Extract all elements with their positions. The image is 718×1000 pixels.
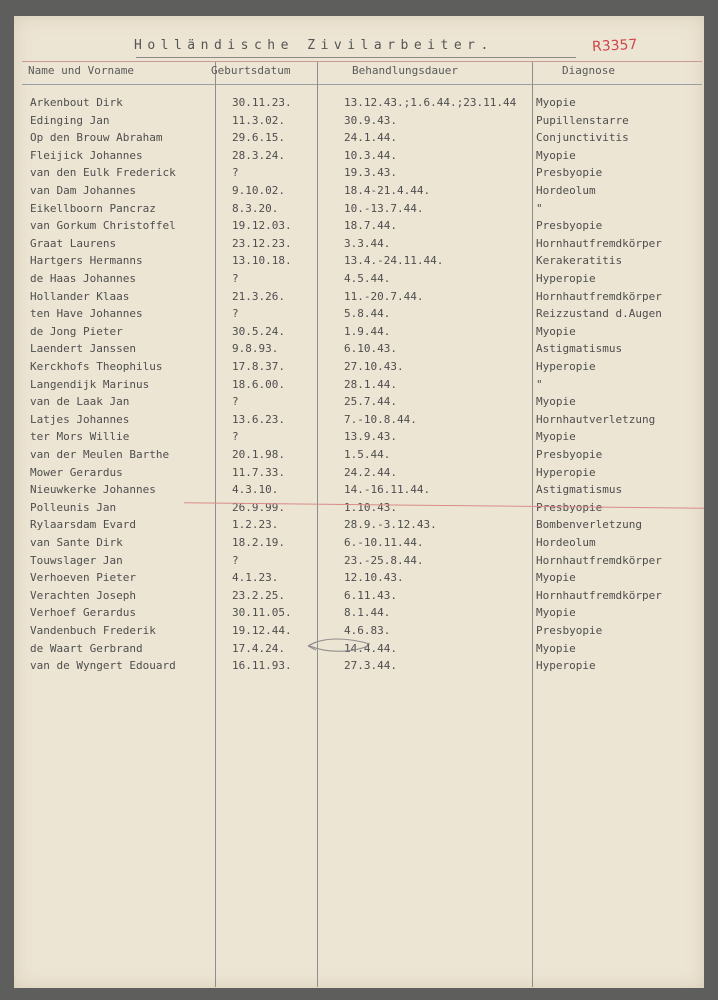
cell-diagnosis: Astigmatismus — [536, 483, 623, 497]
cell-diagnosis: Myopie — [536, 148, 576, 162]
cell-name: Latjes Johannes — [30, 412, 130, 426]
cell-diagnosis: " — [536, 201, 543, 215]
cell-duration: 6.10.43. — [344, 342, 397, 356]
cell-birthdate: ? — [232, 430, 239, 444]
cell-name: Graat Laurens — [30, 236, 117, 250]
cell-duration: 4.5.44. — [344, 272, 391, 285]
cell-name: ten Have Johannes — [30, 307, 143, 321]
cell-diagnosis: Presbyopie — [536, 219, 603, 233]
cell-diagnosis: Presbyopie — [536, 624, 603, 637]
cell-birthdate: 29.6.15. — [232, 131, 285, 145]
cell-duration: 6.11.43. — [344, 588, 397, 602]
document-sheet — [14, 16, 704, 988]
cell-birthdate: 17.8.37. — [232, 360, 285, 373]
cell-name: van Dam Johannes — [30, 184, 136, 197]
cell-name: Nieuwkerke Johannes — [30, 483, 156, 497]
cell-duration: 30.9.43. — [344, 113, 397, 127]
cell-diagnosis: Hyperopie — [536, 659, 596, 673]
table-row — [14, 448, 704, 465]
cell-diagnosis: Hyperopie — [536, 360, 596, 373]
column-header-diagnosis: Diagnose — [562, 64, 615, 77]
cell-name: Verachten Joseph — [30, 588, 136, 602]
table-row — [14, 202, 704, 219]
cell-diagnosis: Hordeolum — [536, 184, 596, 197]
cell-name: Hollander Klaas — [30, 289, 130, 303]
cell-name: de Haas Johannes — [30, 272, 136, 285]
cell-diagnosis: Hornhautfremdkörper — [536, 588, 662, 602]
cell-birthdate: 18.2.19. — [232, 536, 285, 549]
cell-birthdate: 16.11.93. — [232, 659, 292, 673]
table-row — [14, 307, 704, 324]
cell-diagnosis: Hordeolum — [536, 536, 596, 549]
table-row — [14, 395, 704, 412]
cell-diagnosis: Pupillenstarre — [536, 113, 629, 127]
header-bottom-rule — [22, 84, 702, 85]
cell-name: van de Laak Jan — [30, 395, 130, 409]
cell-birthdate: ? — [232, 272, 239, 285]
table-row — [14, 589, 704, 606]
cell-duration: 13.9.43. — [344, 430, 397, 444]
table-row — [14, 254, 704, 271]
cell-duration: 6.-10.11.44. — [344, 536, 424, 549]
cell-birthdate: 21.3.26. — [232, 289, 285, 303]
cell-diagnosis: " — [536, 377, 543, 391]
cell-birthdate: 13.10.18. — [232, 254, 292, 268]
cell-birthdate: 23.2.25. — [232, 588, 285, 602]
cell-duration: 19.3.43. — [344, 166, 397, 180]
cell-birthdate: 11.3.02. — [232, 113, 285, 127]
cell-birthdate: 13.6.23. — [232, 412, 285, 426]
table-row — [14, 342, 704, 359]
cell-birthdate: 11.7.33. — [232, 465, 285, 479]
cell-diagnosis: Kerakeratitis — [536, 254, 623, 268]
table-row — [14, 325, 704, 342]
table-row — [14, 96, 704, 113]
table-row — [14, 430, 704, 447]
cell-birthdate: 26.9.99. — [232, 500, 285, 514]
cell-name: Arkenbout Dirk — [30, 96, 123, 109]
cell-duration: 18.4-21.4.44. — [344, 184, 431, 197]
cell-birthdate: 4.3.10. — [232, 483, 279, 497]
cell-duration: 10.3.44. — [344, 148, 397, 162]
cell-duration: 27.10.43. — [344, 360, 404, 373]
table-row — [14, 290, 704, 307]
cell-diagnosis: Hyperopie — [536, 465, 596, 479]
cell-name: van de Wyngert Edouard — [30, 659, 176, 673]
pencil-arrow-mark — [304, 634, 374, 656]
cell-birthdate: 1.2.23. — [232, 518, 279, 532]
column-header-birthdate: Geburtsdatum — [211, 64, 291, 77]
table-row — [14, 413, 704, 430]
cell-name: Hartgers Hermanns — [30, 254, 143, 268]
cell-birthdate: 9.10.02. — [232, 184, 285, 197]
cell-birthdate: ? — [232, 395, 239, 409]
cell-name: Polleunis Jan — [30, 500, 117, 514]
archive-stamp: R3357 — [591, 36, 638, 56]
cell-duration: 1.9.44. — [344, 324, 391, 338]
column-header-name: Name und Vorname — [28, 64, 134, 77]
cell-duration: 18.7.44. — [344, 219, 397, 233]
table-row — [14, 237, 704, 254]
cell-duration: 1.5.44. — [344, 448, 391, 461]
column-header-duration: Behandlungsdauer — [352, 64, 458, 77]
cell-duration: 28.9.-3.12.43. — [344, 518, 437, 532]
cell-birthdate: 28.3.24. — [232, 148, 285, 162]
cell-birthdate: 20.1.98. — [232, 448, 285, 461]
table-row — [14, 554, 704, 571]
table-row — [14, 166, 704, 183]
table-row — [14, 571, 704, 588]
cell-diagnosis: Hornhautfremdkörper — [536, 553, 662, 567]
header-top-rule — [22, 61, 702, 62]
cell-diagnosis: Presbyopie — [536, 166, 603, 180]
table-row — [14, 536, 704, 553]
table-row — [14, 131, 704, 148]
cell-name: van den Eulk Frederick — [30, 166, 176, 180]
cell-name: Rylaarsdam Evard — [30, 518, 136, 532]
cell-name: Verhoef Gerardus — [30, 606, 136, 620]
cell-diagnosis: Presbyopie — [536, 448, 603, 461]
cell-name: Verhoeven Pieter — [30, 571, 136, 585]
cell-diagnosis: Myopie — [536, 96, 576, 109]
cell-duration: 1.10.43. — [344, 500, 397, 514]
cell-name: Langendijk Marinus — [30, 377, 150, 391]
cell-duration: 8.1.44. — [344, 606, 391, 620]
cell-birthdate: 9.8.93. — [232, 342, 279, 356]
cell-diagnosis: Bombenverletzung — [536, 518, 642, 532]
cell-birthdate: 30.11.05. — [232, 606, 292, 620]
cell-name: ter Mors Willie — [30, 430, 130, 444]
table-row — [14, 483, 704, 500]
cell-duration: 7.-10.8.44. — [344, 412, 417, 426]
cell-name: Mower Gerardus — [30, 465, 123, 479]
cell-duration: 23.-25.8.44. — [344, 553, 424, 567]
cell-duration: 24.1.44. — [344, 131, 397, 145]
table-row — [14, 466, 704, 483]
cell-birthdate: 8.3.20. — [232, 201, 279, 215]
cell-birthdate: 19.12.03. — [232, 219, 292, 233]
cell-duration: 4.6.83. — [344, 624, 391, 637]
cell-birthdate: ? — [232, 307, 239, 321]
cell-duration: 14.4.44. — [344, 641, 397, 655]
cell-name: Eikellboorn Pancraz — [30, 201, 156, 215]
cell-duration: 28.1.44. — [344, 377, 397, 391]
cell-name: Touwslager Jan — [30, 553, 123, 567]
cell-birthdate: 19.12.44. — [232, 624, 292, 637]
cell-name: Edinging Jan — [30, 113, 110, 127]
table-row — [14, 149, 704, 166]
cell-duration: 5.8.44. — [344, 307, 391, 321]
cell-diagnosis: Myopie — [536, 430, 576, 444]
cell-birthdate: ? — [232, 166, 239, 180]
cell-diagnosis: Myopie — [536, 641, 576, 655]
cell-diagnosis: Hornhautverletzung — [536, 412, 656, 426]
table-row — [14, 378, 704, 395]
table-row — [14, 184, 704, 201]
cell-birthdate: 18.6.00. — [232, 377, 285, 391]
cell-diagnosis: Myopie — [536, 571, 576, 585]
cell-name: Laendert Janssen — [30, 342, 136, 356]
cell-diagnosis: Myopie — [536, 606, 576, 620]
cell-diagnosis: Reizzustand d.Augen — [536, 307, 662, 321]
cell-diagnosis: Hornhautfremdkörper — [536, 236, 662, 250]
cell-name: van der Meulen Barthe — [30, 448, 170, 461]
cell-duration: 10.-13.7.44. — [344, 201, 424, 215]
cell-birthdate: 4.1.23. — [232, 571, 279, 585]
title-underline — [136, 57, 576, 58]
cell-name: van Gorkum Christoffel — [30, 219, 176, 233]
cell-diagnosis: Hornhautfremdkörper — [536, 289, 662, 303]
cell-name: Vandenbuch Frederik — [30, 624, 156, 637]
cell-name: Kerckhofs Theophilus — [30, 360, 163, 373]
cell-diagnosis: Myopie — [536, 324, 576, 338]
cell-name: Fleijick Johannes — [30, 148, 143, 162]
cell-name: de Waart Gerbrand — [30, 641, 143, 655]
cell-diagnosis: Conjunctivitis — [536, 131, 629, 145]
table-row — [14, 272, 704, 289]
cell-birthdate: 30.5.24. — [232, 324, 285, 338]
cell-name: de Jong Pieter — [30, 324, 123, 338]
table-row — [14, 606, 704, 623]
cell-birthdate: ? — [232, 553, 239, 567]
cell-duration: 11.-20.7.44. — [344, 289, 424, 303]
cell-duration: 25.7.44. — [344, 395, 397, 409]
cell-duration: 13.12.43.;1.6.44.;23.11.44 — [344, 96, 517, 109]
cell-duration: 14.-16.11.44. — [344, 483, 431, 497]
cell-birthdate: 17.4.24. — [232, 641, 285, 655]
cell-duration: 24.2.44. — [344, 465, 397, 479]
cell-duration: 27.3.44. — [344, 659, 397, 673]
cell-duration: 13.4.-24.11.44. — [344, 254, 444, 268]
cell-duration: 3.3.44. — [344, 236, 391, 250]
table-row — [14, 518, 704, 535]
cell-diagnosis: Presbyopie — [536, 500, 603, 514]
cell-birthdate: 30.11.23. — [232, 96, 292, 109]
cell-birthdate: 23.12.23. — [232, 236, 292, 250]
cell-name: van Sante Dirk — [30, 536, 123, 549]
cell-diagnosis: Hyperopie — [536, 272, 596, 285]
cell-duration: 12.10.43. — [344, 571, 404, 585]
cell-diagnosis: Astigmatismus — [536, 342, 623, 356]
table-row — [14, 219, 704, 236]
table-row — [14, 659, 704, 676]
table-row — [14, 114, 704, 131]
cell-name: Op den Brouw Abraham — [30, 131, 163, 145]
document-title: Holländische Zivilarbeiter. — [134, 38, 494, 53]
table-row — [14, 360, 704, 377]
cell-diagnosis: Myopie — [536, 395, 576, 409]
